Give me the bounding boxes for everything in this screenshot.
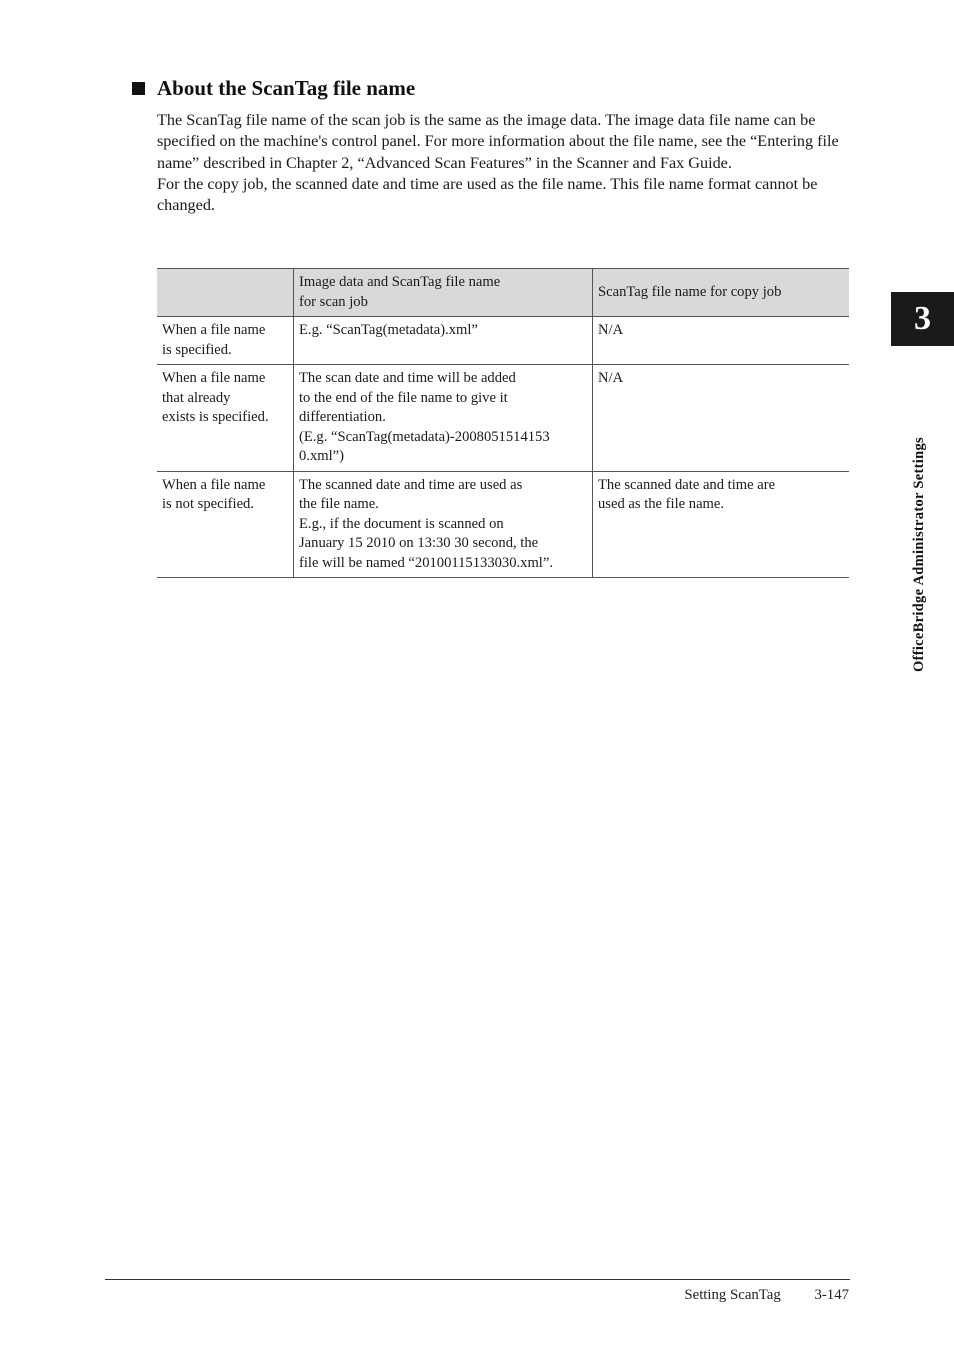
cell-line: When a file name: [162, 322, 266, 338]
copy-job-cell: [593, 365, 850, 472]
table-header-row: [157, 269, 849, 317]
copy-job-cell: [593, 471, 850, 578]
cell-line: is specified.: [162, 341, 232, 358]
cell-line: is not specified.: [162, 496, 255, 512]
chapter-side-label: OfficeBridge Administrator Settings: [911, 437, 927, 672]
paragraph: For the copy job, the scanned date and time are used as the file name. This file name format cannot be changed.: [157, 174, 818, 215]
cell-line: N/A: [598, 370, 624, 386]
condition-cell: [157, 365, 294, 472]
section-body: [157, 110, 857, 216]
table-row: [157, 317, 849, 365]
cell-line: E.g., if the document is scanned on: [299, 515, 504, 532]
table-row: [157, 471, 849, 578]
header-cell-scan-job: [294, 269, 593, 317]
footer-section-name: Setting ScanTag: [684, 1287, 781, 1303]
header-cell-condition: [157, 269, 294, 317]
cell-line: When a file name: [162, 370, 266, 386]
cell-line: used as the file name.: [598, 496, 725, 512]
cell-line: differentiation.: [299, 409, 386, 425]
file-name-table: [157, 268, 849, 578]
header-line: for scan job: [299, 293, 368, 310]
cell-line: that already: [162, 389, 231, 406]
cell-line: The scanned date and time are: [598, 476, 776, 493]
cell-line: When a file name: [162, 476, 266, 493]
cell-line: file will be named “20100115133030.xml”.: [299, 554, 553, 571]
cell-line: E.g. “ScanTag(metadata).xml”: [299, 322, 478, 338]
header-line: Image data and ScanTag file name: [299, 274, 501, 290]
page-number: 3-147: [814, 1287, 849, 1303]
cell-line: to the end of the file name to give it: [299, 389, 508, 406]
cell-line: exists is specified.: [162, 409, 269, 425]
cell-line: The scan date and time will be added: [299, 370, 516, 386]
header-cell-copy-job: ScanTag file name for copy job: [593, 269, 850, 317]
footer-divider: [105, 1279, 850, 1280]
cell-line: January 15 2010 on 13:30 30 second, the: [299, 535, 539, 551]
cell-line: 0.xml”): [299, 448, 344, 464]
section-title: About the ScanTag file name: [157, 76, 416, 100]
section-heading: [132, 76, 415, 101]
scan-job-cell: [294, 317, 593, 365]
chapter-number-tab: 3: [891, 292, 954, 346]
condition-cell: [157, 471, 294, 578]
condition-cell: [157, 317, 294, 365]
copy-job-cell: [593, 317, 850, 365]
scan-job-cell: [294, 471, 593, 578]
table-row: [157, 365, 849, 472]
page-footer: [684, 1287, 849, 1304]
paragraph: The ScanTag file name of the scan job is the same as the image data. The image data file name can be specified on the machine's control panel. For more information about the file name, see the “Entering file name” described in Chapter 2, “Advanced Scan Features” in the Scanner and Fax Guide.: [157, 111, 839, 172]
cell-line: The scanned date and time are used as: [299, 476, 523, 493]
square-bullet-icon: [132, 82, 145, 95]
cell-line: N/A: [598, 322, 624, 338]
scan-job-cell: [294, 365, 593, 472]
cell-line: (E.g. “ScanTag(metadata)-2008051514153: [299, 428, 550, 445]
cell-line: the file name.: [299, 496, 379, 512]
